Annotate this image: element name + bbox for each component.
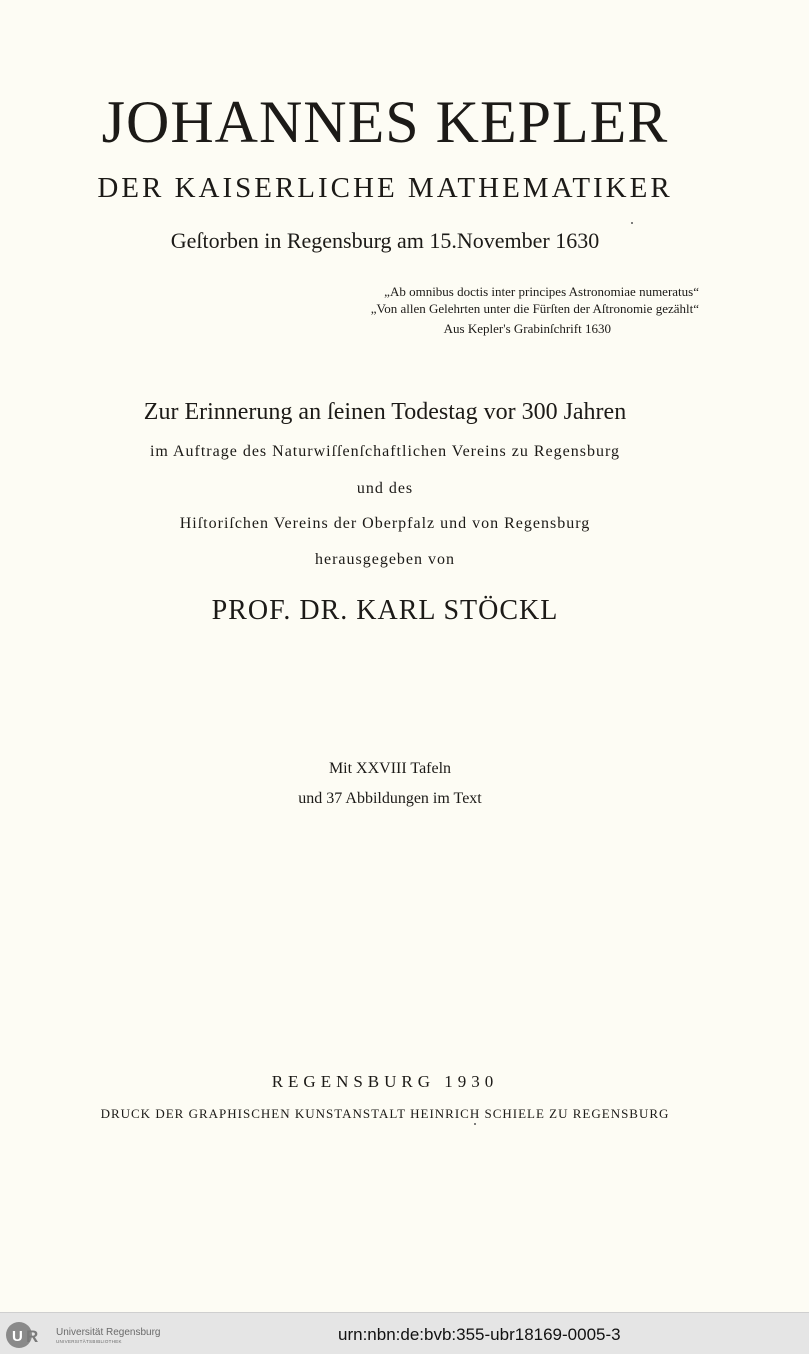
svg-text:U: U [12,1328,23,1345]
plates-line: Mit XXVIII Tafeln [328,760,452,777]
figures-line: und 37 Abbildungen im Text [298,790,482,807]
library-name: UNIVERSITÄTSBIBLIOTHEK [56,1339,122,1344]
death-line: Geſtorben in Regensburg am 15.November 1630 [170,228,600,253]
university-logo[interactable] [6,1319,161,1351]
svg-text:R: R [26,1327,39,1346]
ur-logo-icon [6,1321,39,1349]
memorial-line: Zur Erinnerung an ſeinen Todestag vor 300 Jahren [143,399,627,425]
epigraph-source: Aus Kepler's Grabinſchrift 1630 [443,321,611,336]
society-line: Hiſtoriſchen Vereins der Oberpfalz und von Regensburg [179,515,591,532]
book-title: JOHANNES KEPLER [101,89,669,155]
print-speck [474,1123,476,1125]
viewer-footer [0,1312,809,1354]
book-subtitle: DER KAISERLICHE MATHEMATIKER [97,172,673,204]
and-line: und des [356,480,414,497]
place-year: REGENSBURG 1930 [271,1072,499,1091]
print-speck [631,222,633,224]
urn-identifier[interactable]: urn:nbn:de:bvb:355-ubr18169-0005-3 [338,1325,621,1344]
commission-line: im Auftrage des Naturwiſſenſchaftlichen Vereins zu Regensburg [149,443,621,460]
university-name: Universität Regensburg [56,1327,161,1338]
printer-line: DRUCK DER GRAPHISCHEN KUNSTANSTALT HEINRICH SCHIELE ZU REGENSBURG [100,1106,670,1121]
editor-name: PROF. DR. KARL STÖCKL [211,595,559,626]
epigraph-german: „Von allen Gelehrten unter die Fürſten der Aſtronomie gezählt“ [370,301,699,316]
epigraph-latin: „Ab omnibus doctis inter principes Astronomiae numeratus“ [384,284,699,299]
edited-by-line: herausgegeben von [314,551,456,568]
